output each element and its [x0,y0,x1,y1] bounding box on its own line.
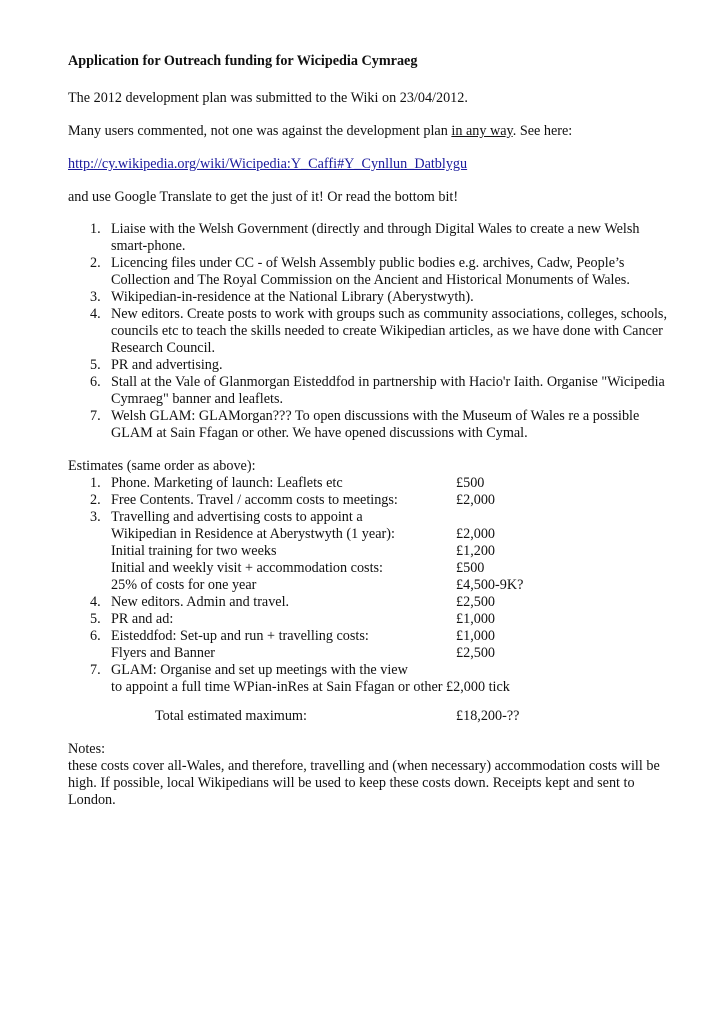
estimate-amount: £500 [456,475,485,491]
estimate-row [68,594,708,611]
estimate-row [68,475,708,492]
estimate-number: 7. [90,662,101,678]
link-paragraph [68,156,467,173]
estimate-description: GLAM: Organise and set up meetings with the view [111,662,408,678]
estimate-amount: £500 [456,560,485,576]
plan-item [68,221,668,255]
estimate-row [68,577,708,594]
plan-item-number: 6. [90,374,101,390]
estimate-number: 5. [90,611,101,627]
estimate-number: 2. [90,492,101,508]
comment-underlined-text: in any way [451,123,513,139]
plan-item [68,289,668,306]
comment-paragraph [68,123,572,140]
estimate-description: Initial and weekly visit + accommodation costs: [111,560,383,576]
plan-item-number: 4. [90,306,101,322]
estimate-row [68,645,708,662]
estimate-row [68,526,708,543]
estimate-row [68,628,708,645]
plan-item-number: 7. [90,408,101,424]
estimate-number: 4. [90,594,101,610]
estimate-amount: £1,200 [456,543,496,559]
plan-item-text: Wikipedian-in-residence at the National Library (Aberystwyth). [111,289,474,305]
plan-item [68,357,668,374]
total-label: Total estimated maximum: [155,708,307,724]
intro-paragraph: The 2012 development plan was submitted to the Wiki on 23/04/2012. [68,90,468,106]
estimate-number: 3. [90,509,101,525]
plan-item-number: 2. [90,255,101,271]
estimate-description: Wikipedian in Residence at Aberystwyth (1 year): [111,526,395,542]
estimate-amount: £2,500 [456,645,496,661]
plan-item-text: Liaise with the Welsh Government (directly and through Digital Wales to create a new Welsh smart-phone. [111,221,640,254]
plan-item [68,306,668,357]
plan-item-text: Stall at the Vale of Glanmorgan Eisteddfod in partnership with Hacio'r Iaith. Organise "Wicipedia Cymraeg" banner and leaflets. [111,374,665,407]
estimate-amount: £2,500 [456,594,496,610]
notes-body: these costs cover all-Wales, and therefore, travelling and (when necessary) accommodation costs will be high. If possible, local Wikipedians will be used to keep these costs down. Receipts kept and sent to London. [68,758,660,808]
plan-item [68,408,668,442]
estimate-description: New editors. Admin and travel. [111,594,290,610]
notes-heading: Notes: [68,741,106,757]
plan-item-text: PR and advertising. [111,357,223,373]
estimate-description: Phone. Marketing of launch: Leaflets etc [111,475,343,491]
estimate-number: 6. [90,628,101,644]
estimate-description: Flyers and Banner [111,645,216,661]
plan-item-number: 1. [90,221,101,237]
estimate-amount: £2,000 [456,526,496,542]
estimate-description: 25% of costs for one year [111,577,257,593]
plan-item-text: Licencing files under CC - of Welsh Assembly public bodies e.g. archives, Cadw, People’s Collection and The Royal Commission on the Ancient and Historical Monuments of Wales. [111,255,630,288]
estimate-description: Initial training for two weeks [111,543,277,559]
plan-item-text: New editors. Create posts to work with groups such as community associations, colleges, schools, councils etc to teach the skills needed to create Wikipedian articles, as we have done with Cancer Research Council. [111,306,667,356]
plan-item-number: 3. [90,289,101,305]
estimate-description: Eisteddfod: Set-up and run + travelling costs: [111,628,369,644]
document-title: Application for Outreach funding for Wicipedia Cymraeg [68,53,418,69]
estimate-number: 1. [90,475,101,491]
wiki-link[interactable]: http://cy.wikipedia.org/wiki/Wicipedia:Y_Caffi#Y_Cynllun_Datblygu [68,156,468,172]
plan-item [68,374,668,408]
estimate-row [68,509,708,526]
estimate-description: Travelling and advertising costs to appoint a [111,509,363,525]
estimate-row [68,560,708,577]
estimate-description: to appoint a full time WPian-inRes at Sain Ffagan or other £2,000 tick [111,679,510,695]
development-plan-list [68,221,668,442]
total-amount: £18,200-?? [456,708,520,724]
estimate-row [68,611,708,628]
estimate-row [68,662,708,679]
plan-item-text: Welsh GLAM: GLAMorgan??? To open discussions with the Museum of Wales re a possible GLAM at Sain Ffagan or other. We have opened discussions with Cymal. [111,408,640,441]
estimate-row [68,492,708,509]
estimate-description: Free Contents. Travel / accomm costs to meetings: [111,492,398,508]
estimate-amount: £4,500-9K? [456,577,524,593]
estimate-row [68,679,708,696]
estimates-heading: Estimates (same order as above): [68,458,256,474]
estimate-row [68,543,708,560]
estimate-amount: £2,000 [456,492,496,508]
translate-paragraph: and use Google Translate to get the just of it! Or read the bottom bit! [68,189,459,205]
comment-text-after: . See here: [512,123,573,139]
estimate-amount: £1,000 [456,628,496,644]
plan-item-number: 5. [90,357,101,373]
plan-item [68,255,668,289]
comment-text-before: Many users commented, not one was against the development plan [68,123,452,139]
estimate-amount: £1,000 [456,611,496,627]
estimate-description: PR and ad: [111,611,174,627]
